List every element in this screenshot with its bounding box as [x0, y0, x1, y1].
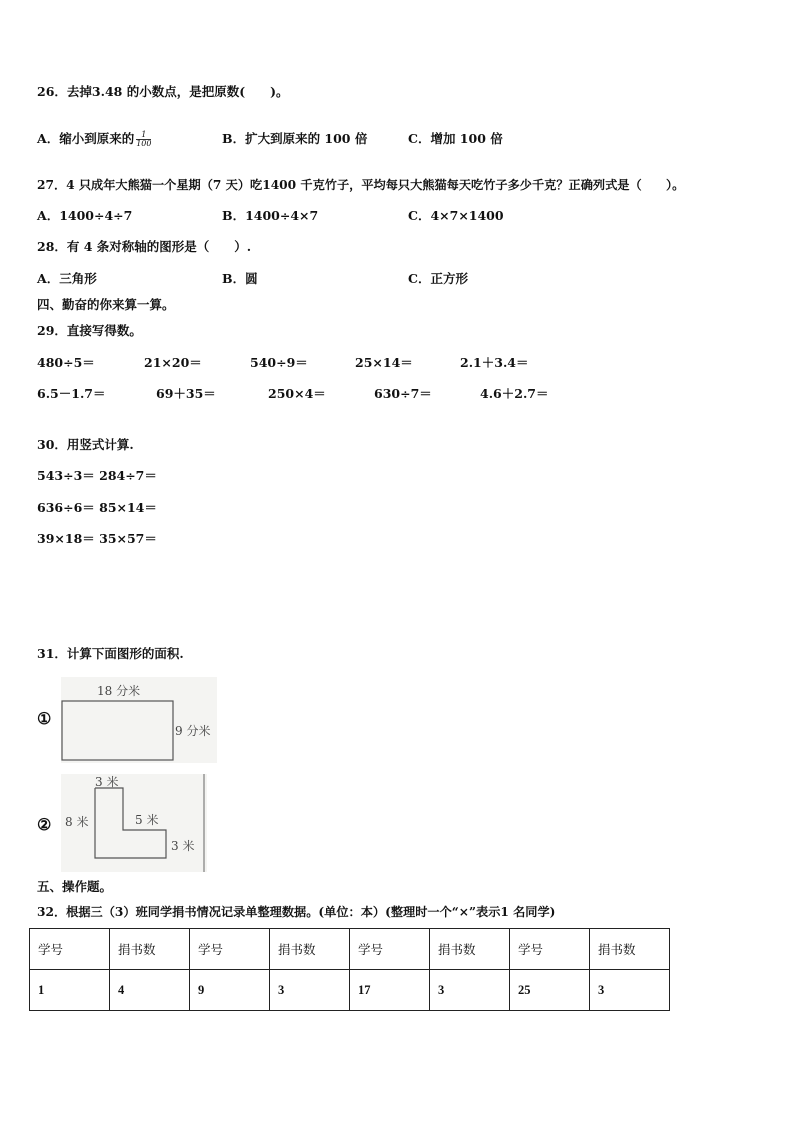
- q29-item: 21×20＝: [144, 355, 202, 370]
- q29-item: 630÷7＝: [374, 386, 432, 401]
- q27-option-a[interactable]: A．1400÷4÷7: [37, 208, 133, 223]
- q27-option-c[interactable]: C．4×7×1400: [408, 208, 504, 223]
- figure-1-marker: ①: [37, 709, 52, 728]
- q32-stem: 32．根据三（3）班同学捐书情况记录单整理数据。(单位：本）(整理时一个“×”表示1 名同学): [37, 905, 556, 919]
- figure-2-label-top: 3 米: [95, 775, 119, 789]
- q30-stem: 30．用竖式计算.: [37, 437, 134, 452]
- q29-item: 2.1＋3.4＝: [460, 355, 529, 370]
- table-cell: 3: [430, 970, 510, 1011]
- table-header-cell: 捐书数: [430, 929, 510, 970]
- q28-option-c[interactable]: C．正方形: [408, 271, 468, 286]
- figure-1-side-label: 9 分米: [175, 724, 211, 738]
- q29-item: 250×4＝: [268, 386, 326, 401]
- table-header-cell: 捐书数: [590, 929, 670, 970]
- table-cell: 3: [590, 970, 670, 1011]
- table-cell: 1: [30, 970, 110, 1011]
- q29-item: 480÷5＝: [37, 355, 95, 370]
- q30-line: 39×18＝ 35×57＝: [37, 531, 157, 546]
- section-5-title: 五、操作题。: [37, 879, 113, 894]
- table-row: [30, 970, 670, 1011]
- q27-stem: 27．4 只成年大熊猫一个星期（7 天）吃1400 千克竹子，平均每只大熊猫每天吃竹子多少千克？正确列式是（ ）。: [37, 178, 685, 192]
- q28-option-a[interactable]: A．三角形: [37, 271, 97, 286]
- q27-option-b[interactable]: B．1400÷4×7: [222, 208, 319, 223]
- q29-item: 4.6＋2.7＝: [480, 386, 549, 401]
- table-header-cell: 学号: [30, 929, 110, 970]
- q31-stem: 31．计算下面图形的面积.: [37, 646, 184, 661]
- table-cell: 9: [190, 970, 270, 1011]
- table-header-cell: 捐书数: [110, 929, 190, 970]
- q26-option-a-text: A．缩小到原来的: [37, 131, 135, 146]
- q29-item: 540÷9＝: [250, 355, 308, 370]
- q30-line: 636÷6＝ 85×14＝: [37, 500, 157, 515]
- q26-stem: 26．去掉3.48 的小数点，是把原数( )。: [37, 84, 289, 99]
- table-cell: 4: [110, 970, 190, 1011]
- q26-option-b[interactable]: B．扩大到原来的 100 倍: [222, 131, 368, 146]
- figure-2-label-left: 8 米: [65, 815, 89, 829]
- q26-option-a[interactable]: [37, 131, 151, 148]
- figure-2-l-shape: [61, 774, 207, 872]
- donation-record-table: [29, 928, 670, 1011]
- q29-item: 69＋35＝: [156, 386, 216, 401]
- table-header-cell: 学号: [510, 929, 590, 970]
- section-4-title: 四、勤奋的你来算一算。: [37, 297, 175, 312]
- table-header-row: [30, 929, 670, 970]
- q29-item: 6.5－1.7＝: [37, 386, 106, 401]
- figure-2-marker: ②: [37, 815, 52, 834]
- q28-stem: 28．有 4 条对称轴的图形是（ ）.: [37, 239, 252, 254]
- q28-option-b[interactable]: B．圆: [222, 271, 258, 286]
- q29-stem: 29．直接写得数。: [37, 323, 142, 338]
- figure-1-top-label: 18 分米: [97, 684, 141, 698]
- figure-2-label-right: 3 米: [171, 839, 195, 853]
- q26-option-a-fraction: [136, 131, 151, 148]
- table-cell: 3: [270, 970, 350, 1011]
- table-header-cell: 学号: [350, 929, 430, 970]
- table-cell: 25: [510, 970, 590, 1011]
- q30-line: 543÷3＝ 284÷7＝: [37, 468, 157, 483]
- figure-2-label-mid: 5 米: [135, 813, 159, 827]
- table-header-cell: 捐书数: [270, 929, 350, 970]
- figure-1-rectangle: [61, 677, 217, 763]
- q26-option-c[interactable]: C．增加 100 倍: [408, 131, 503, 146]
- table-header-cell: 学号: [190, 929, 270, 970]
- q29-item: 25×14＝: [355, 355, 413, 370]
- fraction-denominator: 100: [136, 139, 152, 148]
- table-cell: 17: [350, 970, 430, 1011]
- fraction-numerator: 1: [136, 131, 151, 140]
